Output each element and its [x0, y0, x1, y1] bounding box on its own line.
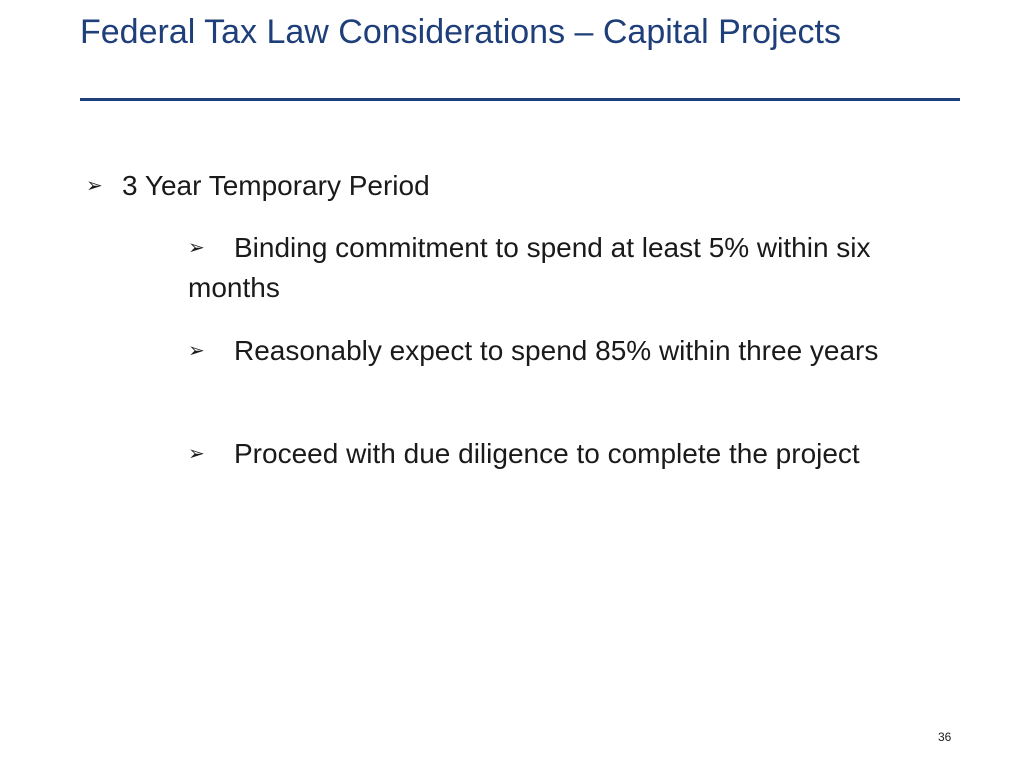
- bullet-main: [86, 165, 906, 206]
- sub-bullet-1: [188, 227, 908, 308]
- slide-title: Federal Tax Law Considerations – Capital Projects: [80, 13, 841, 51]
- arrow-bullet-icon: ➢: [86, 173, 103, 197]
- sub-bullet-text: Proceed with due diligence to complete the project: [234, 438, 860, 469]
- sub-bullet-text: Binding commitment to spend at least 5% within six months: [188, 232, 871, 303]
- bullet-main-text: 3 Year Temporary Period: [122, 170, 430, 201]
- arrow-bullet-icon: ➢: [188, 338, 205, 362]
- title-underline: [80, 98, 960, 101]
- sub-bullet-text: Reasonably expect to spend 85% within three years: [234, 335, 879, 366]
- sub-bullet-2: [188, 330, 908, 371]
- page-number: 36: [938, 730, 952, 744]
- arrow-bullet-icon: ➢: [188, 441, 205, 465]
- sub-bullet-3: [188, 433, 908, 474]
- arrow-bullet-icon: ➢: [188, 235, 205, 259]
